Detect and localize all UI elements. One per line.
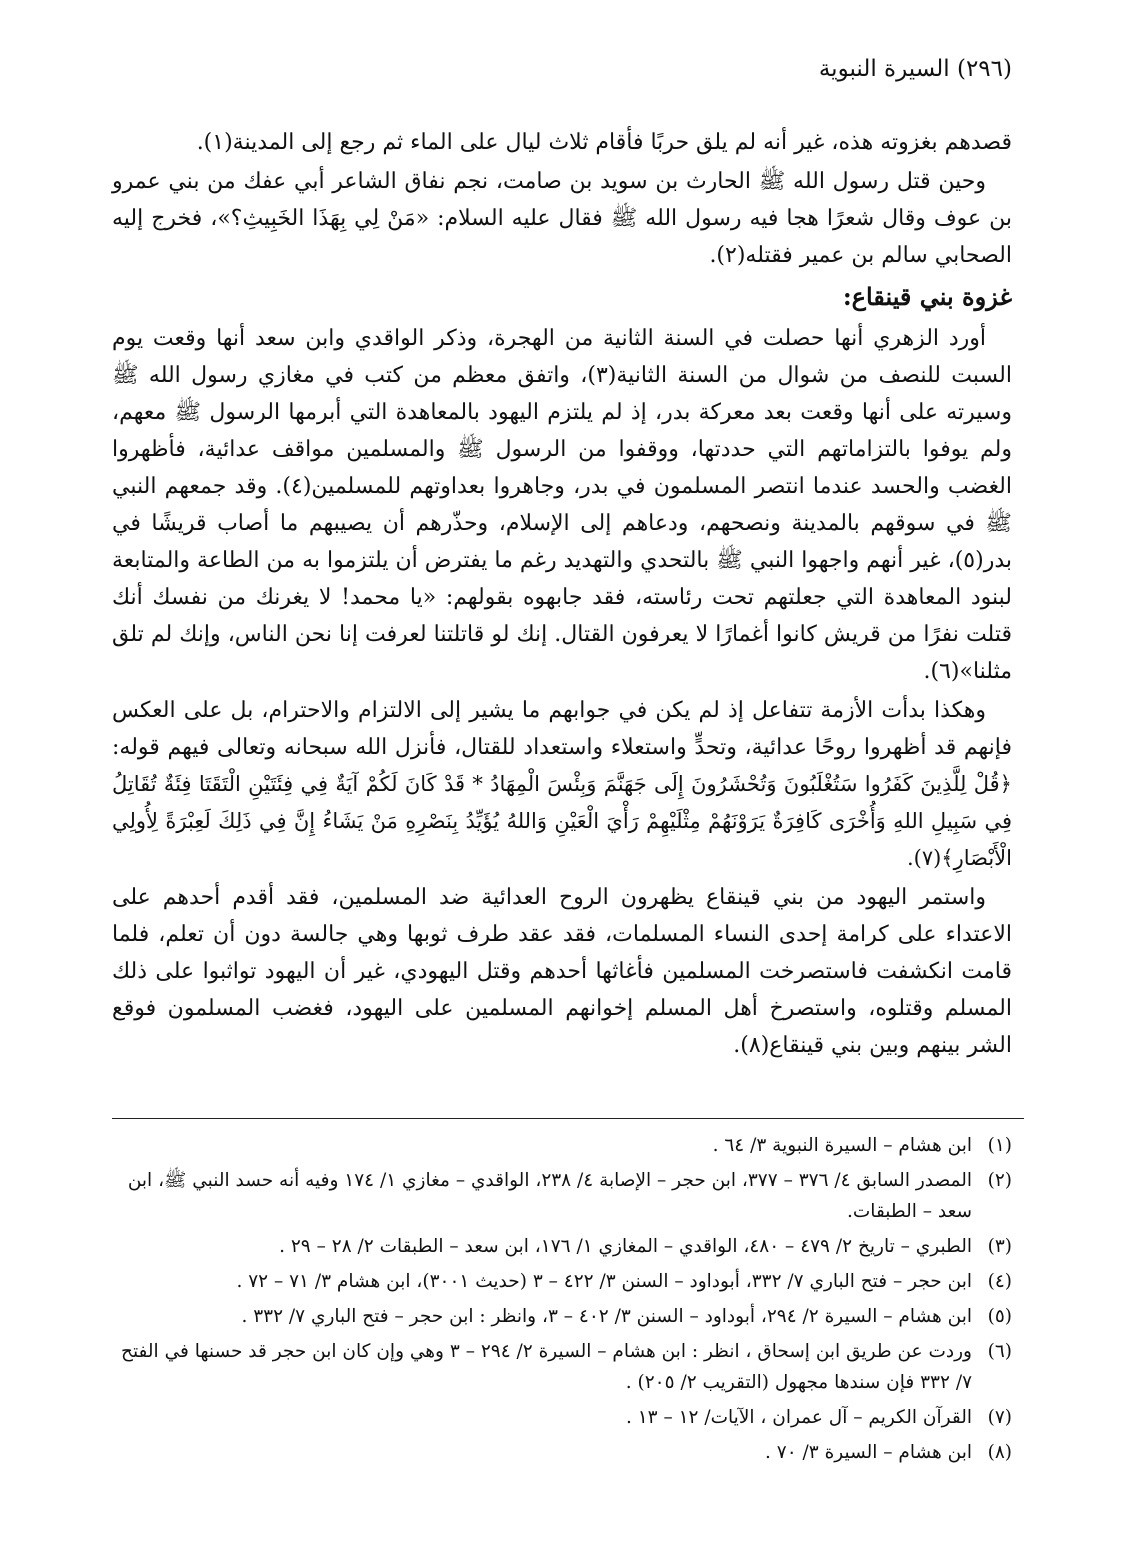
footnote xyxy=(112,1301,1012,1332)
paragraph-qaynuqa-background: أورد الزهري أنها حصلت في السنة الثانية من الهجرة، وذكر الواقدي وابن سعد أنها وقعت يوم السبت للنصف من شوال من السنة الثانية(٣)، واتفق معظم من كتب في مغازي رسول الله ﷺ وسيرته على أنها وقعت بعد معركة بدر، إذ لم يلتزم اليهود بالمعاهدة التي أبرمها الرسول ﷺ معهم، ولم يوفوا بالتزاماتهم التي حددتها، ووقفوا من الرسول ﷺ والمسلمين مواقف عدائية، فأظهروا الغضب والحسد عندما انتصر المسلمون في بدر، وجاهروا بعداوتهم للمسلمين(٤). وقد جمعهم النبي ﷺ في سوقهم بالمدينة ونصحهم، ودعاهم إلى الإسلام، وحذّرهم أن يصيبهم ما أصاب قريشًا في بدر(٥)، غير أنهم واجهوا النبي ﷺ بالتحدي والتهديد رغم ما يفترض أن يلتزموا به من الطاعة والمتابعة لبنود المعاهدة التي جعلتهم تحت رئاسته، فقد جابهوه بقولهم: «يا محمد! لا يغرنك من نفسك أنك قتلت نفرًا من قريش كانوا أغمارًا لا يعرفون القتال. إنك لو قاتلتنا لعرفت إنا نحن الناس، وإنك لم تلق مثلنا»(٦). xyxy=(112,326,1013,684)
footnote-number: (٧) xyxy=(987,1407,1012,1428)
paragraph-crisis-text: وهكذا بدأت الأزمة تتفاعل إذ لم يكن في جوابهم ما يشير إلى الالتزام والاحترام، بل على العكس فإنهم قد أظهروا روحًا عدائية، وتحدٍّ واستعلاء واستعداد للقتال، فأنزل الله سبحانه وتعالى فيهم قوله: xyxy=(112,698,1012,760)
footnote-number: (١) xyxy=(987,1135,1012,1156)
running-header xyxy=(819,56,1012,82)
footnote xyxy=(112,1130,1012,1161)
footnote-text: ابن هشام – السيرة النبوية ٣/ ٦٤ . xyxy=(712,1135,972,1156)
footnote xyxy=(112,1437,1012,1468)
footnote-text: القرآن الكريم – آل عمران ، الآيات/ ١٢ – ١٣ . xyxy=(625,1407,972,1428)
footnote-text: ابن هشام – السيرة ٣/ ٧٠ . xyxy=(765,1442,972,1463)
paragraph-abu-afak: وحين قتل رسول الله ﷺ الحارث بن سويد بن صامت، نجم نفاق الشاعر أبي عفك من بني عمرو بن عوف وقال شعرًا هجا فيه رسول الله ﷺ فقال عليه السلام: «مَنْ لِي بِهَذَا الخَبِيثِ؟»، فخرج إليه الصحابي سالم بن عمير فقتله(٢). xyxy=(112,169,1012,268)
footnote-number: (٢) xyxy=(987,1170,1012,1191)
footnote-text: ابن حجر – فتح الباري ٧/ ٣٣٢، أبوداود – السنن ٣/ ٤٢٢ – ٣ (حديث ٣٠٠١)، ابن هشام ٣/ ٧١ – ٧٢ . xyxy=(236,1271,972,1292)
page-number: (٢٩٦) xyxy=(956,56,1012,82)
footnote-text: المصدر السابق ٤/ ٣٧٦ – ٣٧٧، ابن حجر – الإصابة ٤/ ٢٣٨، الواقدي – مغازي ١/ ١٧٤ وفيه أنه حسد النبي ﷺ، ابن سعد – الطبقات. xyxy=(127,1170,972,1222)
footnotes xyxy=(112,1130,1012,1472)
section-heading: غزوة بني قينقاع: xyxy=(842,282,1012,311)
footnote-text: الطبري – تاريخ ٢/ ٤٧٩ – ٤٨٠، الواقدي – المغازي ١/ ١٧٦، ابن سعد – الطبقات ٢/ ٢٨ – ٢٩ . xyxy=(279,1236,972,1257)
footnote xyxy=(112,1266,1012,1297)
footnote-number: (٥) xyxy=(987,1306,1012,1327)
footnote-number: (٣) xyxy=(987,1236,1012,1257)
footnote-number: (٦) xyxy=(987,1341,1012,1362)
footnote xyxy=(112,1165,1012,1227)
footnote xyxy=(112,1336,1012,1398)
book-title: السيرة النبوية xyxy=(818,56,950,82)
paragraph-incident: واستمر اليهود من بني قينقاع يظهرون الروح العدائية ضد المسلمين، فقد أقدم أحدهم على الاعتداء على كرامة إحدى النساء المسلمات، فقد عقد طرف ثوبها وهي جالسة دون أن تعلم، فلما قامت انكشفت فاستصرخت المسلمين فأغاثها أحدهم وقتل اليهودي، غير أن اليهود تواثبوا على ذلك المسلم وقتلوه، واستصرخ أهل المسلم إخوانهم المسلمين على اليهود، فغضب المسلمون فوقع الشر بينهم وبين بني قينقاع(٨). xyxy=(112,885,1012,1058)
footnote xyxy=(112,1402,1012,1433)
footnote-text: وردت عن طريق ابن إسحاق ، انظر : ابن هشام – السيرة ٢/ ٢٩٤ – ٣ وهي وإن كان ابن حجر قد حسنها في الفتح ٧/ ٣٣٢ فإن سندها مجهول (التقريب ٢/ ٢٠٥) . xyxy=(121,1341,972,1393)
paragraph-crisis xyxy=(112,692,1012,877)
footnote xyxy=(112,1231,1012,1262)
footnote-divider xyxy=(112,1118,1024,1119)
main-text xyxy=(112,124,1012,1066)
paragraph-intro: قصدهم بغزوته هذه، غير أنه لم يلق حربًا فأقام ثلاث ليال على الماء ثم رجع إلى المدينة(١). xyxy=(196,130,1012,155)
footnote-text: ابن هشام – السيرة ٢/ ٢٩٤، أبوداود – السنن ٣/ ٤٠٢ – ٣، وانظر : ابن حجر – فتح الباري ٧/ ٣٣٢ . xyxy=(241,1306,972,1327)
footnote-number: (٨) xyxy=(987,1442,1012,1463)
quran-verse: ﴿قُلْ لِلَّذِينَ كَفَرُوا سَتُغْلَبُونَ وَتُحْشَرُونَ إِلَى جَهَنَّمَ وَبِئْسَ الْمِهَادُ * قَدْ كَانَ لَكُمْ آيَةٌ فِي فِئَتَيْنِ الْتَقَتَا فِئَةٌ تُقَاتِلُ فِي سَبِيلِ اللهِ وَأُخْرَى كَافِرَةٌ يَرَوْنَهُمْ مِثْلَيْهِمْ رَأْيَ الْعَيْنِ وَاللهُ يُؤَيِّدُ بِنَصْرِهِ مَنْ يَشَاءُ إِنَّ فِي ذَلِكَ لَعِبْرَةً لِأُولِي الْأَبْصَارِ﴾(٧). xyxy=(112,772,1012,870)
footnote-number: (٤) xyxy=(987,1271,1012,1292)
